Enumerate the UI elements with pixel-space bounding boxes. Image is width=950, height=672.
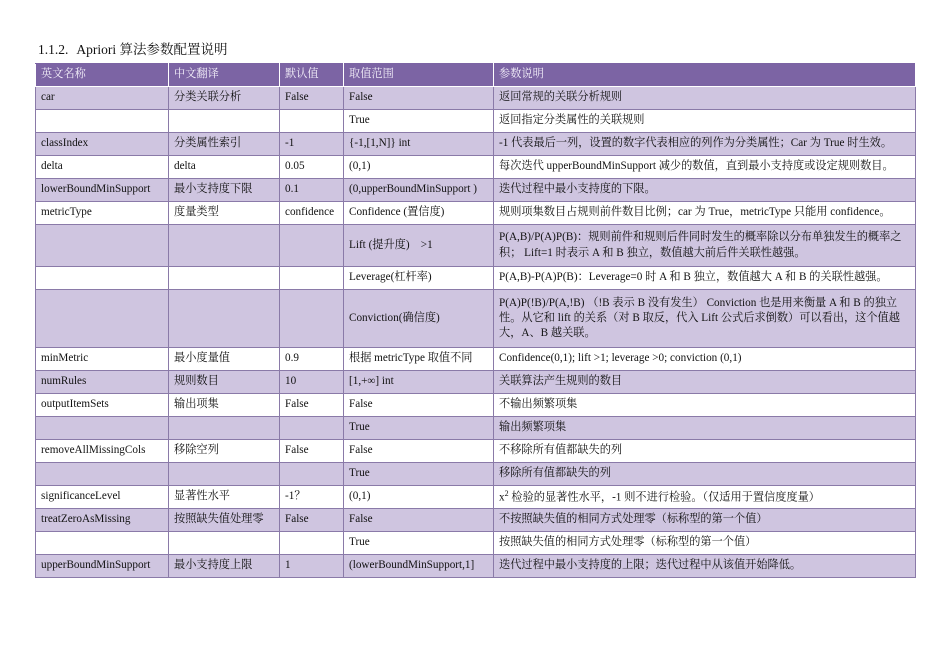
table-row xyxy=(36,87,916,110)
param-chinese: 按照缺失值处理零 xyxy=(169,509,280,532)
param-name xyxy=(36,225,169,267)
header-description: 参数说明 xyxy=(494,64,916,87)
param-range: (0,1) xyxy=(344,486,494,509)
param-chinese: 最小支持度下限 xyxy=(169,179,280,202)
param-chinese xyxy=(169,417,280,440)
param-default xyxy=(280,110,344,133)
superscript-two: 2 xyxy=(504,488,509,498)
param-description xyxy=(494,486,916,509)
param-default: False xyxy=(280,87,344,110)
table-row xyxy=(36,290,916,348)
parameter-table xyxy=(35,63,916,578)
param-default xyxy=(280,225,344,267)
table-row xyxy=(36,179,916,202)
param-range: False xyxy=(344,440,494,463)
param-description: 迭代过程中最小支持度的上限；迭代过程中从该值开始降低。 xyxy=(494,555,916,578)
section-number: 1.1.2. xyxy=(38,42,69,57)
param-default: 0.05 xyxy=(280,156,344,179)
param-default: False xyxy=(280,394,344,417)
param-name: metricType xyxy=(36,202,169,225)
header-value-range: 取值范围 xyxy=(344,64,494,87)
table-row xyxy=(36,509,916,532)
param-description: 不输出频繁项集 xyxy=(494,394,916,417)
param-default: 0.1 xyxy=(280,179,344,202)
param-name: outputItemSets xyxy=(36,394,169,417)
table-row xyxy=(36,156,916,179)
param-range: Confidence (置信度) xyxy=(344,202,494,225)
param-chinese: 分类关联分析 xyxy=(169,87,280,110)
section-heading xyxy=(38,38,228,58)
param-range: True xyxy=(344,532,494,555)
param-range: [1,+∞] int xyxy=(344,371,494,394)
table-row xyxy=(36,110,916,133)
table-row xyxy=(36,417,916,440)
param-name: delta xyxy=(36,156,169,179)
param-range: Lift (提升度) >1 xyxy=(344,225,494,267)
param-description: 移除所有值都缺失的列 xyxy=(494,463,916,486)
param-default: False xyxy=(280,509,344,532)
param-name: car xyxy=(36,87,169,110)
param-range: False xyxy=(344,509,494,532)
param-name: classIndex xyxy=(36,133,169,156)
table-row xyxy=(36,202,916,225)
param-chinese: 最小度量值 xyxy=(169,348,280,371)
param-name: lowerBoundMinSupport xyxy=(36,179,169,202)
table-row xyxy=(36,133,916,156)
param-description: 规则项集数目占规则前件数目比例；car 为 True，metricType 只能用 confidence。 xyxy=(494,202,916,225)
param-name xyxy=(36,267,169,290)
param-description: P(A)P(!B)/P(A,!B) （!B 表示 B 没有发生） Conviction 也是用来衡量 A 和 B 的独立性。从它和 lift 的关系（对 B 取反，代入 Lift 公式后求倒数）可以看出，这个值越大，A、B 越关联。 xyxy=(494,290,916,348)
param-range: True xyxy=(344,417,494,440)
param-chinese xyxy=(169,225,280,267)
param-chinese: 移除空列 xyxy=(169,440,280,463)
param-default xyxy=(280,290,344,348)
param-range: (0,1) xyxy=(344,156,494,179)
param-name: significanceLevel xyxy=(36,486,169,509)
chi-symbol: x xyxy=(499,491,505,504)
param-range: False xyxy=(344,394,494,417)
param-range: True xyxy=(344,110,494,133)
param-description: Confidence(0,1); lift >1; leverage >0; conviction (0,1) xyxy=(494,348,916,371)
param-chinese: 输出项集 xyxy=(169,394,280,417)
param-description: 返回常规的关联分析规则 xyxy=(494,87,916,110)
table-row xyxy=(36,225,916,267)
section-title: Apriori 算法参数配置说明 xyxy=(76,42,228,57)
table-row xyxy=(36,555,916,578)
param-chinese xyxy=(169,110,280,133)
param-chinese: 最小支持度上限 xyxy=(169,555,280,578)
param-description: 迭代过程中最小支持度的下限。 xyxy=(494,179,916,202)
param-default xyxy=(280,463,344,486)
param-range: {-1,[1,N]} int xyxy=(344,133,494,156)
param-default: -1 xyxy=(280,133,344,156)
param-name: minMetric xyxy=(36,348,169,371)
param-chinese xyxy=(169,532,280,555)
param-name xyxy=(36,532,169,555)
table-row xyxy=(36,440,916,463)
param-default xyxy=(280,417,344,440)
table-row xyxy=(36,371,916,394)
header-english-name: 英文名称 xyxy=(36,64,169,87)
param-range: 根据 metricType 取值不同 xyxy=(344,348,494,371)
param-default xyxy=(280,267,344,290)
param-range: True xyxy=(344,463,494,486)
param-chinese xyxy=(169,463,280,486)
param-chinese: 规则数目 xyxy=(169,371,280,394)
table-row xyxy=(36,348,916,371)
param-chinese: 显著性水平 xyxy=(169,486,280,509)
param-default: False xyxy=(280,440,344,463)
param-name: treatZeroAsMissing xyxy=(36,509,169,532)
param-default: confidence xyxy=(280,202,344,225)
param-description: -1 代表最后一列，设置的数字代表相应的列作为分类属性；Car 为 True 时生效。 xyxy=(494,133,916,156)
table-row xyxy=(36,486,916,509)
param-default: 0.9 xyxy=(280,348,344,371)
param-name: upperBoundMinSupport xyxy=(36,555,169,578)
param-default: -1？ xyxy=(280,486,344,509)
param-description: 不按照缺失值的相同方式处理零（标称型的第一个值） xyxy=(494,509,916,532)
param-range: Leverage(杠杆率) xyxy=(344,267,494,290)
param-description: 不移除所有值都缺失的列 xyxy=(494,440,916,463)
param-chinese xyxy=(169,267,280,290)
param-default: 1 xyxy=(280,555,344,578)
param-description: 返回指定分类属性的关联规则 xyxy=(494,110,916,133)
param-range: (lowerBoundMinSupport,1] xyxy=(344,555,494,578)
param-description: 按照缺失值的相同方式处理零（标称型的第一个值） xyxy=(494,532,916,555)
param-range: (0,upperBoundMinSupport ) xyxy=(344,179,494,202)
param-name xyxy=(36,290,169,348)
param-description: P(A,B)-P(A)P(B)：Leverage=0 时 A 和 B 独立，数值越大 A 和 B 的关联性越强。 xyxy=(494,267,916,290)
description-text: 检验的显著性水平，-1 则不进行检验。（仅适用于置信度度量） xyxy=(508,491,820,504)
param-name xyxy=(36,417,169,440)
param-name xyxy=(36,110,169,133)
table-header-row xyxy=(36,64,916,87)
table-row xyxy=(36,394,916,417)
param-description: 输出频繁项集 xyxy=(494,417,916,440)
table-row xyxy=(36,267,916,290)
table-row xyxy=(36,532,916,555)
param-name: removeAllMissingCols xyxy=(36,440,169,463)
param-chinese: 度量类型 xyxy=(169,202,280,225)
header-chinese-translation: 中文翻译 xyxy=(169,64,280,87)
table-row xyxy=(36,463,916,486)
param-description: P(A,B)/P(A)P(B)：规则前件和规则后件同时发生的概率除以分布单独发生的概率之积； Lift=1 时表示 A 和 B 独立，数值越大前后件关联性越强。 xyxy=(494,225,916,267)
param-chinese: delta xyxy=(169,156,280,179)
header-default-value: 默认值 xyxy=(280,64,344,87)
param-default xyxy=(280,532,344,555)
param-chinese xyxy=(169,290,280,348)
param-name xyxy=(36,463,169,486)
param-name: numRules xyxy=(36,371,169,394)
param-description: 每次迭代 upperBoundMinSupport 减少的数值，直到最小支持度或设定规则数目。 xyxy=(494,156,916,179)
param-chinese: 分类属性索引 xyxy=(169,133,280,156)
param-description: 关联算法产生规则的数目 xyxy=(494,371,916,394)
param-range: False xyxy=(344,87,494,110)
param-range: Conviction(确信度) xyxy=(344,290,494,348)
param-default: 10 xyxy=(280,371,344,394)
